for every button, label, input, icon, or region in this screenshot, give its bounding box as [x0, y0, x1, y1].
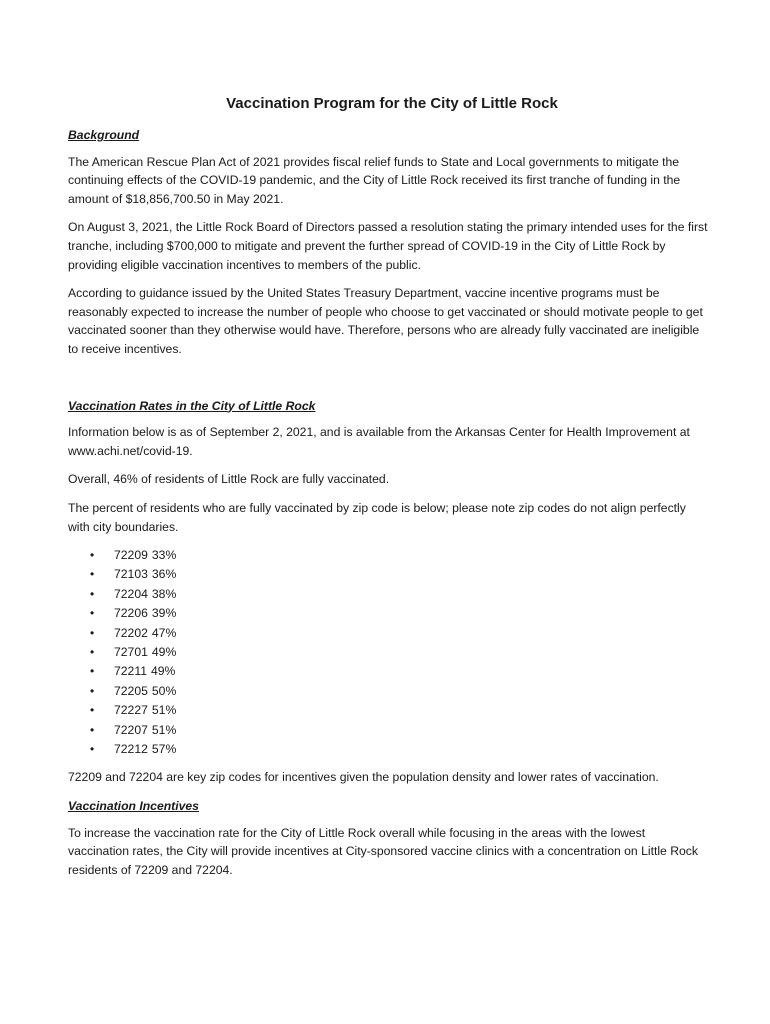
zip-rate-item: [68, 662, 708, 681]
zip-code: 72207: [114, 722, 148, 737]
bullet-icon: •: [90, 645, 95, 660]
background-paragraph: According to guidance issued by the United States Treasury Department, vaccine incentive programs must be reasonably expected to increase the number of people who choose to get vaccinated or should motivate people to get vaccinated sooner than they otherwise would have. Therefore, persons who are already fully vaccinated are ineligible to receive incentives.: [68, 286, 703, 356]
zip-rate-item: [68, 585, 708, 604]
incentives-paragraph: To increase the vaccination rate for the City of Little Rock overall while focusing in the areas with the lowest vaccination rates, the City will provide incentives at City-sponsored vaccine clinics with a concentration on Little Rock residents of 72209 and 72204.: [68, 825, 698, 877]
bullet-icon: •: [90, 742, 95, 756]
rates-heading: Vaccination Rates in the City of Little Rock: [68, 398, 316, 413]
zip-rate: 50%: [151, 683, 177, 698]
zip-rate: 33%: [151, 548, 177, 563]
background-heading: Background: [68, 128, 140, 142]
zip-note: 72209 and 72204 are key zip codes for incentives given the population density and lower rates of vaccination.: [68, 770, 659, 785]
document-body: [68, 94, 708, 889]
rates-paragraph: Information below is as of September 2, 2021, and is available from the Arkansas Center for Health Improvement at www.achi.net/covid-19.: [68, 425, 690, 458]
zip-rate-list: [68, 546, 708, 759]
document-title: Vaccination Program for the City of Little Rock: [226, 95, 558, 112]
zip-code: 72204: [114, 586, 148, 601]
bullet-icon: •: [90, 664, 95, 679]
zip-rate-item: [68, 643, 708, 662]
bullet-icon: •: [90, 625, 95, 640]
zip-rate-item: [68, 546, 708, 565]
zip-code: 72202: [114, 625, 148, 640]
zip-rate-item: [68, 604, 708, 623]
bullet-icon: •: [90, 586, 95, 601]
zip-rate: 51%: [151, 722, 177, 737]
zip-rate-item: [68, 682, 708, 701]
zip-rate-item: [68, 740, 708, 759]
zip-code: 72211: [114, 664, 147, 679]
incentives-heading: Vaccination Incentives: [68, 798, 199, 813]
bullet-icon: •: [90, 606, 95, 621]
zip-code: 72205: [114, 683, 148, 698]
zip-rate: 57%: [151, 742, 177, 756]
zip-rate: 39%: [151, 606, 177, 621]
zip-rate-item: [68, 624, 708, 643]
zip-code: 72227: [114, 703, 148, 718]
bullet-icon: •: [90, 703, 95, 718]
zip-rate: 51%: [151, 703, 177, 718]
rates-paragraph: Overall, 46% of residents of Little Rock are fully vaccinated.: [68, 472, 390, 487]
zip-code: 72103: [114, 567, 148, 582]
rates-paragraph: The percent of residents who are fully vaccinated by zip code is below; please note zip codes do not align perfectly with city boundaries.: [68, 500, 686, 534]
zip-rate-item: [68, 721, 708, 740]
zip-code: 72701: [114, 645, 148, 660]
zip-code: 72206: [114, 606, 148, 621]
bullet-icon: •: [90, 722, 95, 737]
background-paragraph: On August 3, 2021, the Little Rock Board of Directors passed a resolution stating the primary intended uses for the first tranche, including $700,000 to mitigate and prevent the further spread of COVID-19 in the City of Little Rock by providing eligible vaccination incentives to members of the public.: [68, 220, 708, 272]
bullet-icon: •: [90, 683, 95, 698]
zip-code: 72212: [114, 742, 148, 756]
bullet-icon: •: [90, 567, 95, 582]
zip-rate: 49%: [151, 645, 177, 660]
section-spacer: [68, 369, 708, 397]
zip-rate: 49%: [151, 664, 176, 679]
bullet-icon: •: [90, 548, 95, 563]
zip-rate: 38%: [151, 586, 177, 601]
background-paragraph: The American Rescue Plan Act of 2021 provides fiscal relief funds to State and Local governments to mitigate the continuing effects of the COVID-19 pandemic, and the City of Little Rock received its first tranche of funding in the amount of $18,856,700.50 in May 2021.: [68, 154, 681, 206]
zip-rate-item: [68, 701, 708, 720]
zip-rate: 47%: [151, 625, 177, 640]
zip-rate: 36%: [151, 567, 177, 582]
zip-rate-item: [68, 565, 708, 584]
zip-code: 72209: [114, 548, 148, 563]
